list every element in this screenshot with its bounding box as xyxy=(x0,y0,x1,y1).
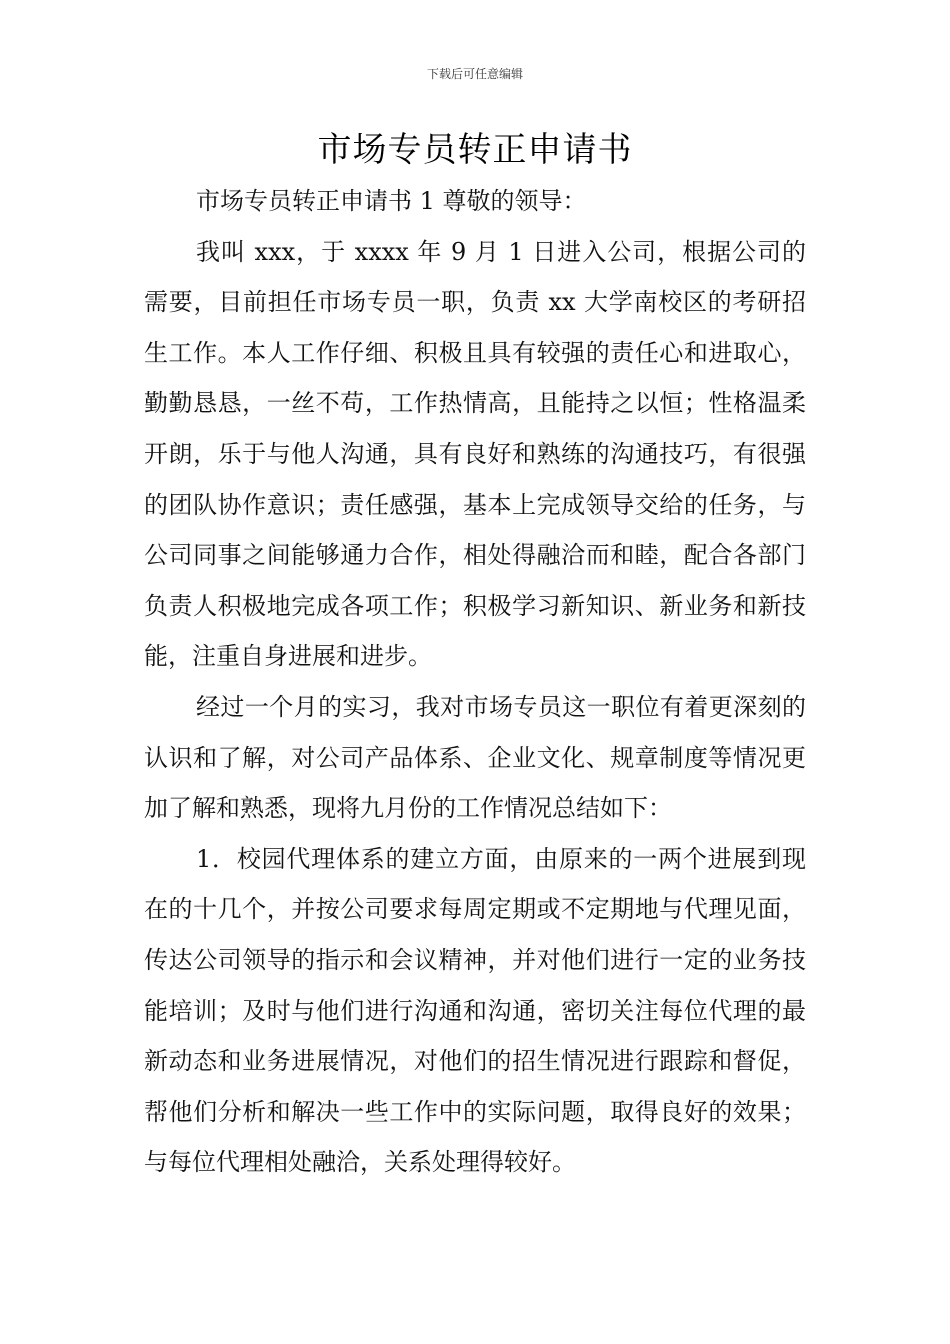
paragraph-campus-agent-system: 1．校园代理体系的建立方面，由原来的一两个进展到现在的十几个，并按公司要求每周定期或不定期地与代理见面，传达公司领导的指示和会议精神，并对他们进行一定的业务技能培训；及时与他们进行沟通和沟通，密切关注每位代理的最新动态和业务进展情况，对他们的招生情况进行跟踪和督促，帮他们分析和解决一些工作中的实际问题，取得良好的效果；与每位代理相处融洽，关系处理得较好。 xyxy=(144,844,806,1177)
header-note: 下载后可任意编辑 xyxy=(426,67,523,81)
paragraph-introduction: 我叫 xxx，于 xxxx 年 9 月 1 日进入公司，根据公司的需要，目前担任市场专员一职，负责 xx 大学南校区的考研招生工作。本人工作仔细、积极且具有较强的责任心和进取心，勤勤恳恳，一丝不苟，工作热情高，且能持之以恒；性格温柔开朗，乐于与他人沟通，具有良好和熟练的沟通技巧，有很强的团队协作意识；责任感强，基本上完成领导交给的任务，与公司同事之间能够通力合作，相处得融洽而和睦，配合各部门负责人积极地完成各项工作；积极学习新知识、新业务和新技能，注重自身进展和进步。 xyxy=(144,237,806,671)
document-title: 市场专员转正申请书 xyxy=(317,130,633,170)
document-body xyxy=(144,176,806,1188)
paragraph-salutation: 市场专员转正申请书 1 尊敬的领导： xyxy=(196,187,587,215)
paragraph-internship-summary: 经过一个月的实习，我对市场专员这一职位有着更深刻的认识和了解，对公司产品体系、企业文化、规章制度等情况更加了解和熟悉，现将九月份的工作情况总结如下： xyxy=(144,692,806,823)
